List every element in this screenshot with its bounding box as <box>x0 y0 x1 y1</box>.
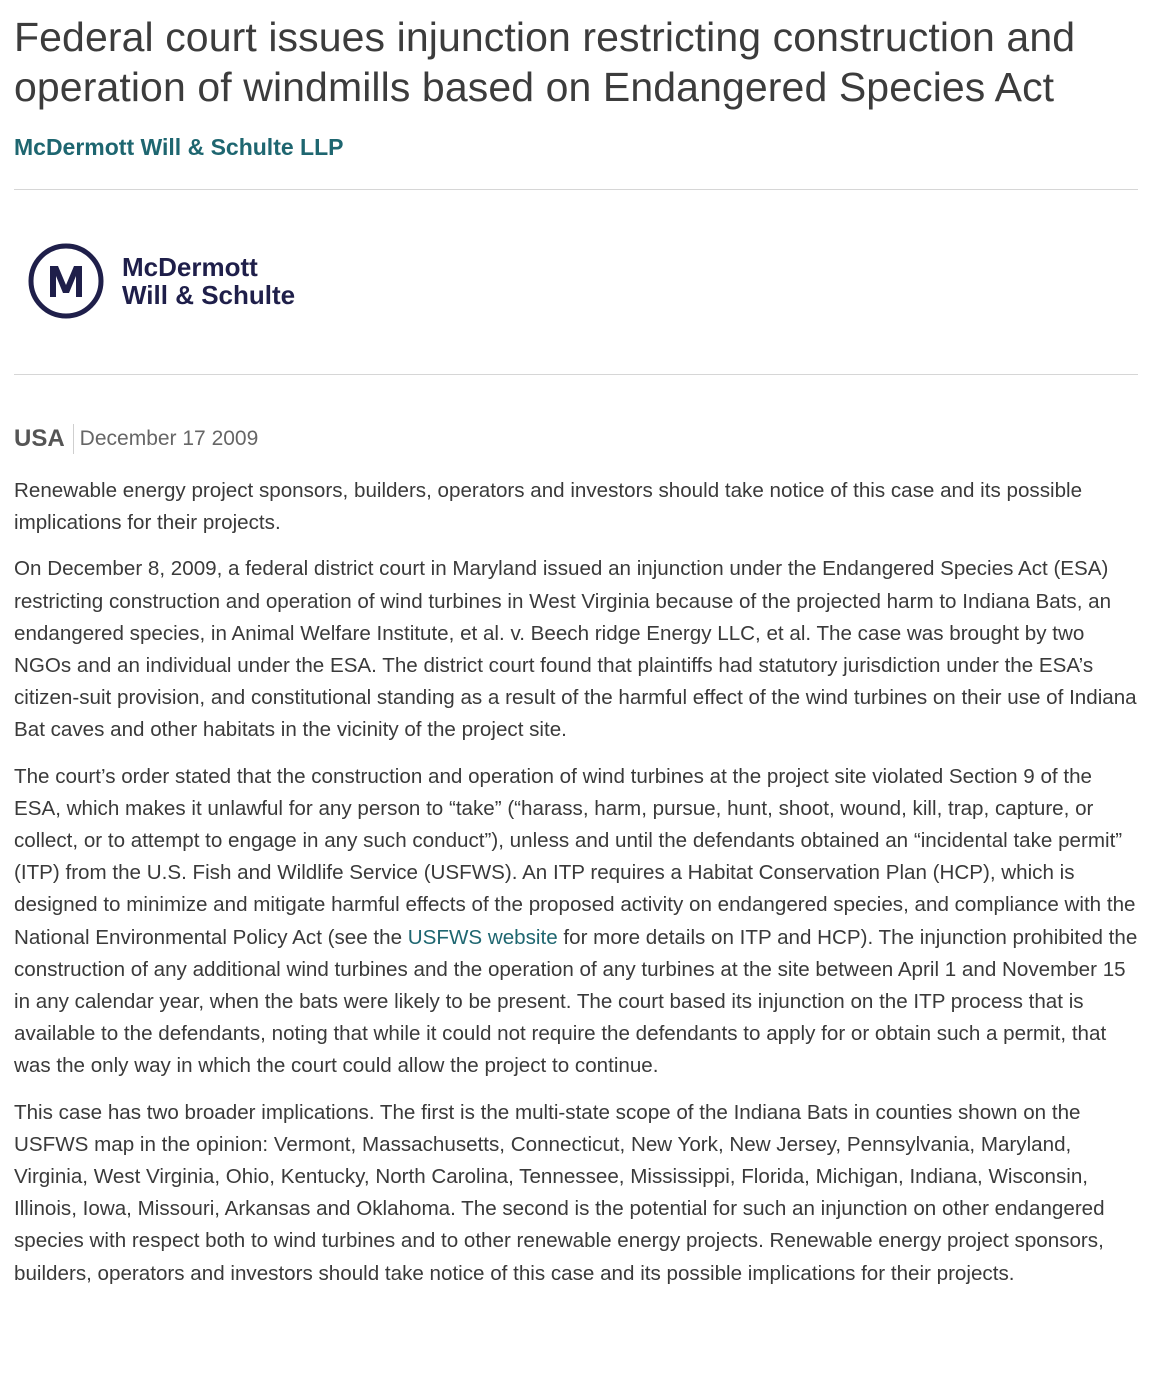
paragraph <box>14 761 1138 1083</box>
jurisdiction-label[interactable]: USA <box>14 424 74 454</box>
article-meta <box>14 423 1138 455</box>
logo-line2: Will & Schulte <box>122 280 296 310</box>
paragraph: Renewable energy project sponsors, builders, operators and investors should take notice of this case and its possible implications for their projects. <box>14 479 1083 535</box>
paragraph: On December 8, 2009, a federal district court in Maryland issued an injunction under the Endangered Species Act (ESA) restricting construction and operation of wind turbines in West Virginia because of the projected harm to Indiana Bats, an endangered species, in Animal Welfare Institute, et al. v. Beech ridge Energy LLC, et al. The case was brought by two NGOs and an individual under the ESA. The district court found that plaintiffs had statutory jurisdiction under the ESA’s citizen-suit provision, and constitutional standing as a result of the harmful effect of the wind turbines on their use of Indiana Bat caves and other habitats in the vicinity of the project site. <box>14 557 1137 742</box>
paragraph-text: for more details on ITP and HCP). The injunction prohibited the construction of any additional wind turbines and the operation of any turbines at the site between April 1 and November 15 in any calendar year, when the bats were likely to be present. The court based its injunction on the ITP process that is available to the defendants, noting that while it could not require the defendants to apply for or obtain such a permit, that was the only way in which the court could allow the project to continue. <box>14 925 1138 1078</box>
firm-logo <box>14 190 1138 374</box>
paragraph-text: The court’s order stated that the construction and operation of wind turbines at the project site violated Section 9 of the ESA, which makes it unlawful for any person to “take” (“harass, harm, pursue, hunt, shoot, wound, kill, trap, capture, or collect, or to attempt to engage in any such conduct”), unless and until the defendants obtained an “incidental take permit” (ITP) from the U.S. Fish and Wildlife Service (USFWS). An ITP requires a Habitat Conservation Plan (HCP), which is designed to minimize and mitigate harmful effects of the proposed activity on endangered species, and compliance with the National Environmental Policy Act (see the <box>14 764 1136 949</box>
logo-line1: McDermott <box>122 252 258 282</box>
divider <box>14 374 1138 375</box>
paragraph: This case has two broader implications. The first is the multi-state scope of the Indiana Bats in counties shown on the USFWS map in the opinion: Vermont, Massachusetts, Connecticut, New York, New Jersey, Pennsylvania, Maryland, Virginia, West Virginia, Ohio, Kentucky, North Carolina, Tennessee, Mississippi, Florida, Michigan, Indiana, Wisconsin, Illinois, Iowa, Missouri, Arkansas and Oklahoma. The second is the potential for such an injunction on other endangered species with respect both to wind turbines and to other renewable energy projects. Renewable energy project sponsors, builders, operators and investors should take notice of this case and its possible implications for their projects. <box>14 1100 1105 1285</box>
firm-logo-icon <box>28 241 318 321</box>
article-page <box>14 0 1138 1290</box>
article-title: Federal court issues injunction restricting construction and operation of windmills based on Endangered Species Act <box>14 14 1076 110</box>
article-date: December 17 2009 <box>79 427 259 450</box>
article-body <box>14 475 1138 1290</box>
firm-link[interactable]: McDermott Will & Schulte LLP <box>14 134 344 160</box>
usfws-website-link[interactable]: USFWS website <box>407 925 558 949</box>
